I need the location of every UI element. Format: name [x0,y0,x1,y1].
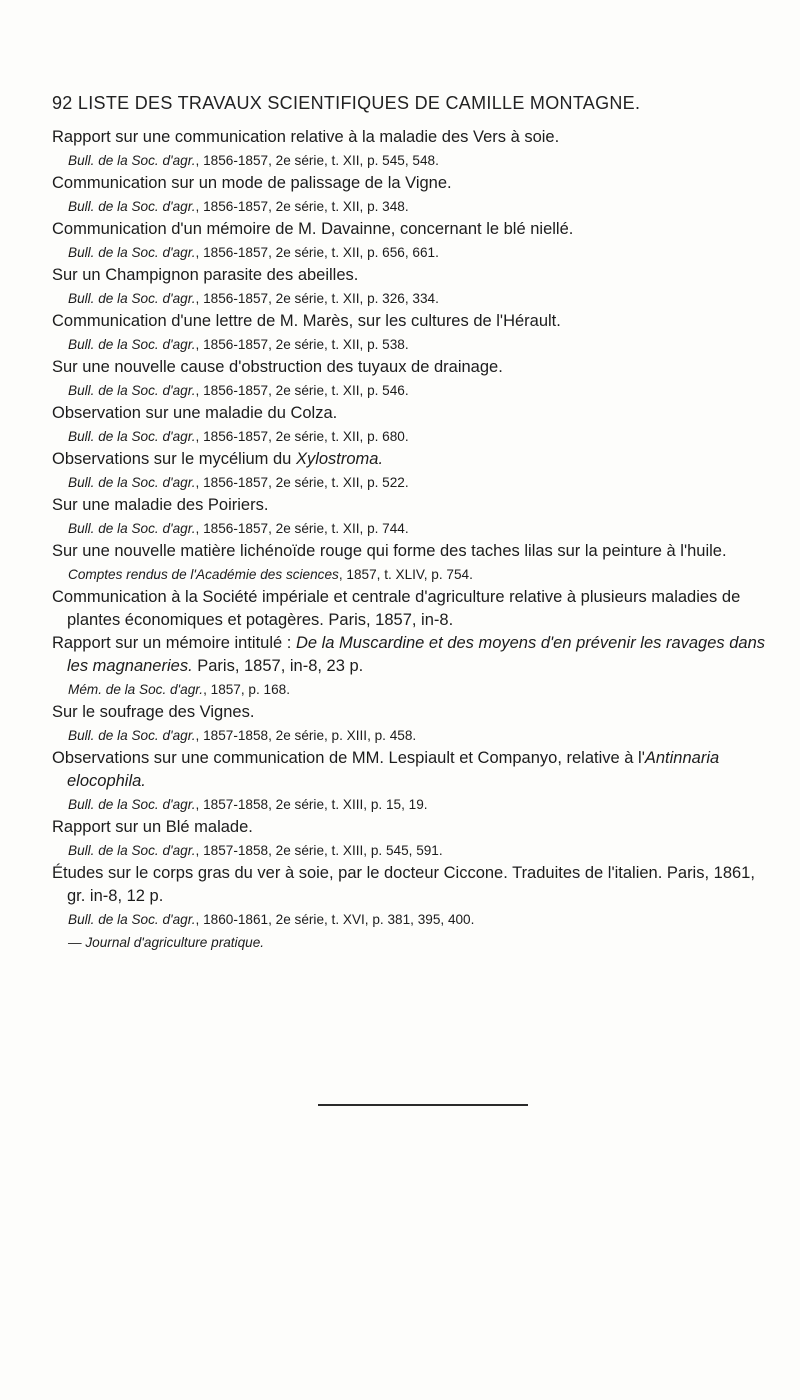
citation-details: , 1856-1857, 2e série, t. XII, p. 656, 661. [195,245,439,260]
citation-journal: Mém. de la Soc. d'agr. [68,682,204,697]
list-item [52,540,768,586]
citation-journal: Comptes rendus de l'Académie des sciences [68,567,339,582]
list-item [52,402,768,448]
entry-title: Communication d'une lettre de M. Marès, sur les cultures de l'Hérault. [52,312,561,330]
entry-title: Communication sur un mode de palissage de la Vigne. [52,174,452,192]
list-item [52,701,768,747]
list-item [52,448,768,494]
citation-journal: Bull. de la Soc. d'agr. [68,383,196,398]
list-item [52,862,768,954]
citation-details: , 1856-1857, 2e série, t. XII, p. 545, 548. [195,153,439,168]
citation-journal: Bull. de la Soc. d'agr. [68,475,196,490]
citation-details: , 1857, t. XLIV, p. 754. [338,567,473,582]
list-item [52,816,768,862]
list-item [52,126,768,172]
entry-citation [52,241,768,264]
citation-details: , 1857-1858, 2e série, t. XIII, p. 15, 19. [195,797,428,812]
entry-title: Sur une maladie des Poiriers. [52,496,269,514]
list-item [52,747,768,816]
entry-citation-secondary: — Journal d'agriculture pratique. [68,935,265,950]
citation-details: , 1860-1861, 2e série, t. XVI, p. 381, 395, 400. [195,912,475,927]
page-header: 92 LISTE DES TRAVAUX SCIENTIFIQUES DE CAMILLE MONTAGNE. [52,93,641,113]
entry-title: Sur une nouvelle matière lichénoïde rouge qui forme des taches lilas sur la peinture à l'huile. [52,542,727,560]
entry-title: Sur une nouvelle cause d'obstruction des tuyaux de drainage. [52,358,503,376]
entry-title: Rapport sur une communication relative à la maladie des Vers à soie. [52,128,560,146]
entry-citation [52,195,768,218]
citation-journal: Bull. de la Soc. d'agr. [68,521,196,536]
entry-citation [52,563,768,586]
citation-details: , 1856-1857, 2e série, t. XII, p. 744. [195,521,409,536]
title-work: De la Muscardine et des moyens d'en prévenir les ravages dans les magnaneries. [67,634,766,675]
entry-citation [52,287,768,310]
list-item [52,172,768,218]
title-taxon: Xylostroma. [295,450,384,468]
citation-journal: Bull. de la Soc. d'agr. [68,728,196,743]
citation-journal: Bull. de la Soc. d'agr. [68,291,196,306]
entry-title: Études sur le corps gras du ver à soie, par le docteur Ciccone. Traduites de l'italien. Paris, 1861, gr. in-8, 12 p. [52,864,755,905]
publication-list [52,126,768,954]
list-item [52,356,768,402]
entry-title [52,448,768,471]
citation-journal: Bull. de la Soc. d'agr. [68,429,196,444]
entry-title: Rapport sur un Blé malade. [52,818,253,836]
citation-details: , 1856-1857, 2e série, t. XII, p. 546. [195,383,409,398]
entry-title [52,747,768,793]
entry-citation [52,839,768,862]
entry-citation [52,678,768,701]
citation-journal: Bull. de la Soc. d'agr. [68,912,196,927]
list-item [52,264,768,310]
entry-title [52,632,768,678]
list-item [52,494,768,540]
citation-journal: Bull. de la Soc. d'agr. [68,199,196,214]
citation-journal: Bull. de la Soc. d'agr. [68,797,196,812]
closing-rule [318,1104,528,1106]
entry-title: Communication d'un mémoire de M. Davainne, concernant le blé niellé. [52,220,574,238]
list-item [52,586,768,632]
citation-journal: Bull. de la Soc. d'agr. [68,843,196,858]
title-imprint: Paris, 1857, in-8, 23 p. [192,657,364,675]
entry-citation [52,333,768,356]
entry-citation [52,517,768,540]
citation-journal: Bull. de la Soc. d'agr. [68,153,196,168]
list-item [52,218,768,264]
entry-citation [52,149,768,172]
title-text: Observations sur le mycélium du [52,450,296,468]
entry-citation [52,425,768,448]
entry-title: Communication à la Société impériale et centrale d'agriculture relative à plusieurs maladies de plantes économiques et potagères. Paris, 1857, in-8. [52,588,741,629]
title-taxon: Antinnaria elocophila. [67,749,720,790]
title-text: Observations sur une communication de MM. Lespiault et Companyo, relative à l' [52,749,645,767]
citation-details: , 1857-1858, 2e série, p. XIII, p. 458. [195,728,417,743]
title-text: Rapport sur un mémoire intitulé : [52,634,296,652]
entry-citation [52,471,768,494]
entry-citation [52,379,768,402]
citation-details: , 1856-1857, 2e série, t. XII, p. 348. [195,199,409,214]
citation-details: , 1856-1857, 2e série, t. XII, p. 522. [195,475,409,490]
list-item [52,310,768,356]
entry-title: Sur le soufrage des Vignes. [52,703,255,721]
citation-details: , 1856-1857, 2e série, t. XII, p. 680. [195,429,409,444]
citation-journal: Bull. de la Soc. d'agr. [68,245,196,260]
citation-details: , 1857-1858, 2e série, t. XIII, p. 545, 591. [195,843,443,858]
entry-title: Observation sur une maladie du Colza. [52,404,338,422]
entry-title: Sur un Champignon parasite des abeilles. [52,266,359,284]
entry-citation [52,793,768,816]
citation-details: , 1857, p. 168. [203,682,290,697]
citation-journal: Bull. de la Soc. d'agr. [68,337,196,352]
citation-details: , 1856-1857, 2e série, t. XII, p. 326, 334. [195,291,439,306]
list-item [52,632,768,701]
entry-citation [52,724,768,747]
citation-details: , 1856-1857, 2e série, t. XII, p. 538. [195,337,409,352]
entry-citation [52,908,768,931]
